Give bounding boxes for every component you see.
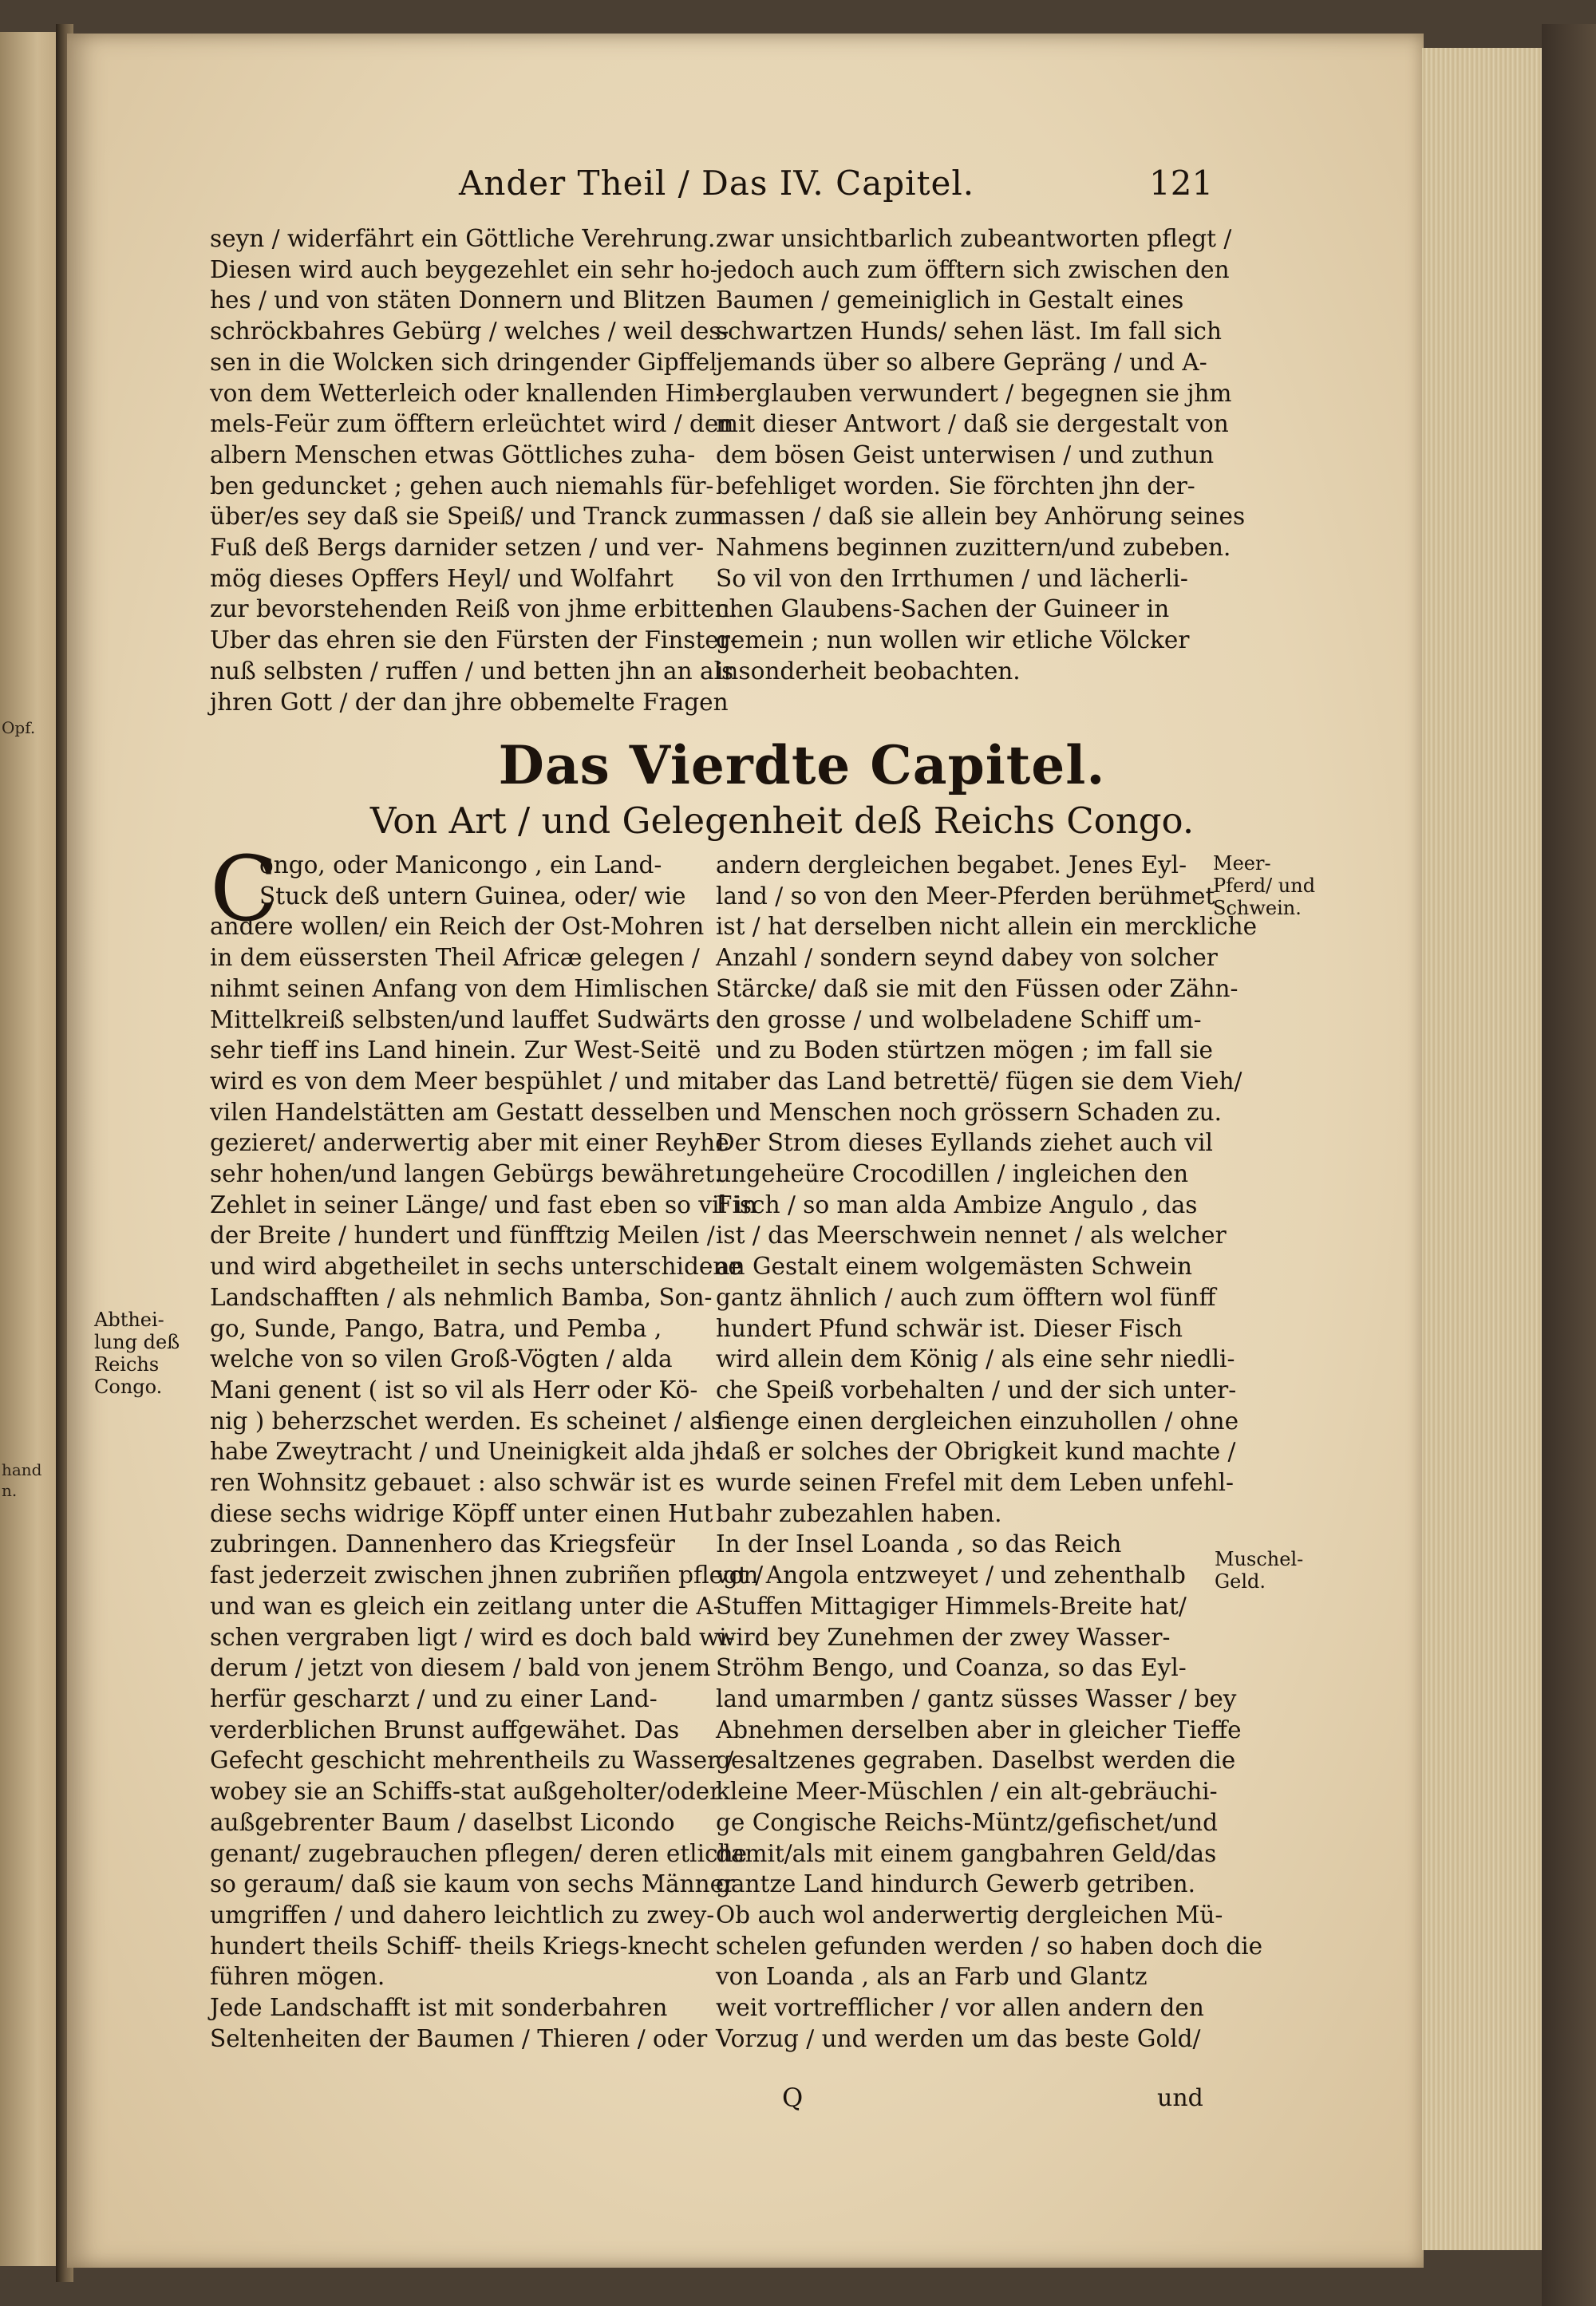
text-line: Diesen wird auch beygezehlet ein sehr ho- bbox=[210, 255, 718, 283]
chapter-subtitle: Von Art / und Gelegenheit deß Reichs Congo. bbox=[369, 800, 1195, 842]
text-line: vilen Handelstätten am Gestatt desselben bbox=[210, 1098, 710, 1126]
catchword: und bbox=[1157, 2084, 1203, 2112]
text-line: den grosse / und wolbeladene Schiff um- bbox=[716, 1005, 1202, 1033]
text-line: ren Wohnsitz gebauet : also schwär ist es bbox=[210, 1469, 705, 1497]
text-line: so geraum/ daß sie kaum von sechs Männer bbox=[210, 1870, 736, 1898]
text-line: Ströhm Bengo, und Coanza, so das Eyl- bbox=[716, 1654, 1187, 1682]
text-line: Seltenheiten der Baumen / Thieren / oder bbox=[210, 2024, 708, 2052]
text-line: genant/ zugebrauchen pflegen/ deren etliche bbox=[210, 1839, 748, 1867]
text-line: umgriffen / und dahero leichtlich zu zwey- bbox=[210, 1901, 715, 1929]
text-line: schwartzen Hunds/ sehen läst. Im fall sich bbox=[716, 318, 1222, 346]
text-line: Vorzug / und werden um das beste Gold/ bbox=[716, 2024, 1201, 2052]
text-line: aber das Land betrettë/ fügen sie dem Vieh/ bbox=[716, 1067, 1242, 1095]
text-line: So vil von den Irrthumen / und lächerli- bbox=[716, 564, 1188, 592]
text-line: gesaltzenes gegraben. Daselbst werden die bbox=[716, 1747, 1236, 1775]
text-line: insonderheit beobachten. bbox=[716, 657, 1021, 685]
top-right-column bbox=[716, 223, 1246, 687]
text-line: von Loanda , als an Farb und Glantz bbox=[716, 1963, 1148, 1991]
marginal-note-line: Geld. bbox=[1215, 1570, 1266, 1593]
text-line: Jede Landschafft ist mit sonderbahren bbox=[210, 1994, 668, 2022]
text-line: daß er solches der Obrigkeit kund machte / bbox=[716, 1438, 1236, 1466]
text-line: und wan es gleich ein zeitlang unter die A- bbox=[210, 1592, 721, 1620]
text-line: ongo, oder Manicongo , ein Land- bbox=[259, 851, 662, 879]
marginal-note-sea-horse bbox=[1213, 852, 1315, 919]
text-line: sehr tieff ins Land hinein. Zur West-Seitë bbox=[210, 1037, 701, 1064]
text-line: gemein ; nun wollen wir etliche Völcker bbox=[716, 626, 1190, 654]
text-line: zubringen. Dannenhero das Kriegsfeür bbox=[210, 1530, 675, 1558]
text-line: fast jederzeit zwischen jhnen zubriñen pflegt / bbox=[210, 1562, 764, 1589]
text-line: und wird abgetheilet in sechs unterschidene bbox=[210, 1253, 742, 1281]
page-edges bbox=[1422, 48, 1547, 2250]
text-line: bahr zubezahlen haben. bbox=[716, 1499, 1002, 1527]
marginal-note-division bbox=[94, 1309, 180, 1398]
text-line: zwar unsichtbarlich zubeantworten pflegt / bbox=[716, 225, 1232, 252]
text-line: massen / daß sie allein bey Anhörung seines bbox=[716, 503, 1246, 531]
top-left-column bbox=[210, 223, 738, 717]
left-page-fragment: hand bbox=[2, 1460, 42, 1479]
text-line: berglauben verwundert / begegnen sie jhm bbox=[716, 379, 1232, 407]
text-line: fienge einen dergleichen einzuhollen / ohne bbox=[716, 1407, 1239, 1435]
text-line: ist / das Meerschwein nennet / als welcher bbox=[716, 1222, 1227, 1250]
text-line: go, Sunde, Pango, Batra, und Pemba , bbox=[210, 1314, 662, 1342]
text-line: Stuck deß untern Guinea, oder/ wie bbox=[259, 882, 686, 910]
text-line: führen mögen. bbox=[210, 1963, 385, 1991]
text-line: dem bösen Geist unterwisen / und zuthun bbox=[716, 440, 1215, 468]
text-line: ben geduncket ; gehen auch niemahls für- bbox=[210, 472, 714, 500]
text-line: weit vortrefflicher / vor allen andern den bbox=[716, 1994, 1204, 2022]
text-line: in dem eüssersten Theil Africæ gelegen / bbox=[210, 944, 700, 972]
text-line: damit/als mit einem gangbahren Geld/das bbox=[716, 1839, 1217, 1867]
text-line: schröckbahres Gebürg / welches / weil des- bbox=[210, 318, 729, 346]
text-line: zur bevorstehenden Reiß von jhme erbitten. bbox=[210, 595, 737, 623]
chapter-title: Das Vierdte Capitel. bbox=[498, 734, 1106, 796]
marginal-note-line: Muschel- bbox=[1215, 1548, 1304, 1570]
text-line: herfür gescharzt / und zu einer Land- bbox=[210, 1684, 658, 1712]
text-line: nig ) beherzschet werden. Es scheinet / als bbox=[210, 1407, 724, 1435]
text-line: gezieret/ anderwertig aber mit einer Reyhe bbox=[210, 1129, 729, 1157]
text-line: Mani genent ( ist so vil als Herr oder Kö- bbox=[210, 1376, 698, 1404]
text-line: ist / hat derselben nicht allein ein merckliche bbox=[716, 913, 1258, 941]
text-line: hundert theils Schiff- theils Kriegs-knecht bbox=[210, 1932, 709, 1960]
text-line: Landschafften / als nehmlich Bamba, Son- bbox=[210, 1283, 713, 1311]
text-line: andere wollen/ ein Reich der Ost-Mohren bbox=[210, 913, 705, 941]
marginal-note-line: lung deß bbox=[94, 1331, 180, 1353]
running-title: Ander Theil / Das IV. Capitel. bbox=[459, 164, 975, 203]
text-line: außgebrenter Baum / daselbst Licondo bbox=[210, 1808, 675, 1836]
text-line: wobey sie an Schiffs-stat außgeholter/oder bbox=[210, 1778, 721, 1806]
text-line: jhren Gott / der dan jhre obbemelte Fragen bbox=[210, 688, 729, 716]
text-line: hes / und von stäten Donnern und Blitzen bbox=[210, 286, 706, 314]
text-line: chen Glaubens-Sachen der Guineer in bbox=[716, 595, 1170, 623]
text-line: andern dergleichen begabet. Jenes Eyl- bbox=[716, 851, 1187, 879]
text-line: wird es von dem Meer bespühlet / und mit bbox=[210, 1067, 717, 1095]
drop-cap: C bbox=[210, 838, 279, 942]
text-line: ungeheüre Crocodillen / ingleichen den bbox=[716, 1160, 1189, 1188]
text-line: und zu Boden stürtzen mögen ; im fall sie bbox=[716, 1037, 1214, 1064]
marginal-note-line: Pferd/ und bbox=[1213, 875, 1316, 897]
body-left-column bbox=[210, 838, 764, 2054]
text-line: befehliget worden. Sie förchten jhn der- bbox=[716, 472, 1195, 500]
text-line: Nahmens beginnen zuzittern/und zubeben. bbox=[716, 534, 1231, 562]
text-line: nihmt seinen Anfang von dem Himlischen bbox=[210, 974, 709, 1002]
text-line: derum / jetzt von diesem / bald von jenem bbox=[210, 1654, 711, 1682]
left-page-fragment: Opf. bbox=[2, 718, 36, 737]
text-line: che Speiß vorbehalten / und der sich unter- bbox=[716, 1376, 1237, 1404]
text-line: Anzahl / sondern seynd dabey von solcher bbox=[716, 944, 1218, 972]
text-line: land umarmben / gantz süsses Wasser / bey bbox=[716, 1684, 1237, 1712]
text-line: jedoch auch zum öfftern sich zwischen den bbox=[716, 255, 1230, 283]
text-line: Abnehmen derselben aber in gleicher Tieffe bbox=[716, 1716, 1242, 1743]
text-line: an Gestalt einem wolgemästen Schwein bbox=[716, 1253, 1192, 1281]
signature-mark: Q bbox=[782, 2083, 804, 2113]
text-line: Der Strom dieses Eyllands ziehet auch vil bbox=[716, 1129, 1213, 1157]
text-line: diese sechs widrige Köpff unter einen Hut bbox=[210, 1499, 713, 1527]
text-line: seyn / widerfährt ein Göttliche Verehrung. bbox=[210, 225, 716, 252]
text-line: Ob auch wol anderwertig dergleichen Mü- bbox=[716, 1901, 1223, 1929]
text-line: Baumen / gemeiniglich in Gestalt eines bbox=[716, 286, 1184, 314]
text-line: hundert Pfund schwär ist. Dieser Fisch bbox=[716, 1314, 1183, 1342]
right-background bbox=[1542, 24, 1596, 2306]
text-line: Stärcke/ daß sie mit den Füssen oder Zähn- bbox=[716, 974, 1238, 1002]
marginal-note-line: Meer- bbox=[1213, 852, 1271, 875]
text-line: sehr hohen/und langen Gebürgs bewähret. bbox=[210, 1160, 722, 1188]
text-line: mög dieses Opffers Heyl/ und Wolfahrt bbox=[210, 564, 674, 592]
text-line: mit dieser Antwort / daß sie dergestalt von bbox=[716, 410, 1229, 438]
page-number: 121 bbox=[1149, 164, 1214, 203]
marginal-note-line: Schwein. bbox=[1213, 897, 1302, 919]
text-line: schen vergraben ligt / wird es doch bald wi- bbox=[210, 1623, 735, 1651]
text-line: und Menschen noch grössern Schaden zu. bbox=[716, 1098, 1222, 1126]
text-line: welche von so vilen Groß-Vögten / alda bbox=[210, 1345, 673, 1373]
marginal-note-line: Abthei- bbox=[94, 1309, 164, 1331]
text-line: wird allein dem König / als eine sehr niedli- bbox=[716, 1345, 1235, 1373]
text-line: Fuß deß Bergs darnider setzen / und ver- bbox=[210, 534, 705, 562]
text-line: ge Congische Reichs-Müntz/gefischet/und bbox=[716, 1808, 1218, 1836]
text-line: über/es sey daß sie Speiß/ und Tranck zum bbox=[210, 503, 725, 531]
text-line: mels-Feür zum öfftern erleüchtet wird / den bbox=[210, 410, 734, 438]
text-line: nuß selbsten / ruffen / und betten jhn an als bbox=[210, 657, 734, 685]
left-page-fragment: n. bbox=[2, 1481, 18, 1500]
text-line: albern Menschen etwas Göttliches zuha- bbox=[210, 440, 696, 468]
text-line: sen in die Wolcken sich dringender Gipffel bbox=[210, 348, 717, 376]
text-line: Stuffen Mittagiger Himmels-Breite hat/ bbox=[716, 1592, 1187, 1620]
text-line: Mittelkreiß selbsten/und lauffet Sudwärts bbox=[210, 1005, 710, 1033]
text-line: gantz ähnlich / auch zum öfftern wol fünff bbox=[716, 1283, 1216, 1311]
text-line: jemands über so albere Gepräng / und A- bbox=[716, 348, 1207, 376]
text-line: gantze Land hindurch Gewerb getriben. bbox=[716, 1870, 1196, 1898]
marginal-note-shell-money bbox=[1215, 1548, 1303, 1593]
marginal-note-line: Reichs bbox=[94, 1353, 160, 1376]
text-line: Fisch / so man alda Ambize Angulo , das bbox=[716, 1191, 1198, 1218]
text-line: schelen gefunden werden / so haben doch die bbox=[716, 1932, 1263, 1960]
left-page-edge bbox=[0, 32, 62, 2266]
text-line: kleine Meer-Müschlen / ein alt-gebräuchi- bbox=[716, 1778, 1218, 1806]
text-line: von Angola entzweyet / und zehenthalb bbox=[716, 1562, 1186, 1589]
text-line: verderblichen Brunst auffgewähet. Das bbox=[210, 1716, 680, 1743]
text-line: von dem Wetterleich oder knallenden Him- bbox=[210, 379, 724, 407]
text-line: habe Zweytracht / und Uneinigkeit alda jh- bbox=[210, 1438, 724, 1466]
text-line: wird bey Zunehmen der zwey Wasser- bbox=[716, 1623, 1171, 1651]
text-line: Gefecht geschicht mehrentheils zu Wasser / bbox=[210, 1747, 734, 1775]
marginal-note-line: Congo. bbox=[94, 1376, 163, 1398]
text-line: land / so von den Meer-Pferden berühmet bbox=[716, 882, 1215, 910]
text-line: Zehlet in seiner Länge/ und fast eben so vil in bbox=[210, 1191, 757, 1218]
text-line: wurde seinen Frefel mit dem Leben unfehl- bbox=[716, 1469, 1235, 1497]
text-line: In der Insel Loanda , so das Reich bbox=[716, 1530, 1122, 1558]
text-line: Uber das ehren sie den Fürsten der Finster- bbox=[210, 626, 738, 654]
text-line: der Breite / hundert und fünfftzig Meilen / bbox=[210, 1222, 715, 1250]
